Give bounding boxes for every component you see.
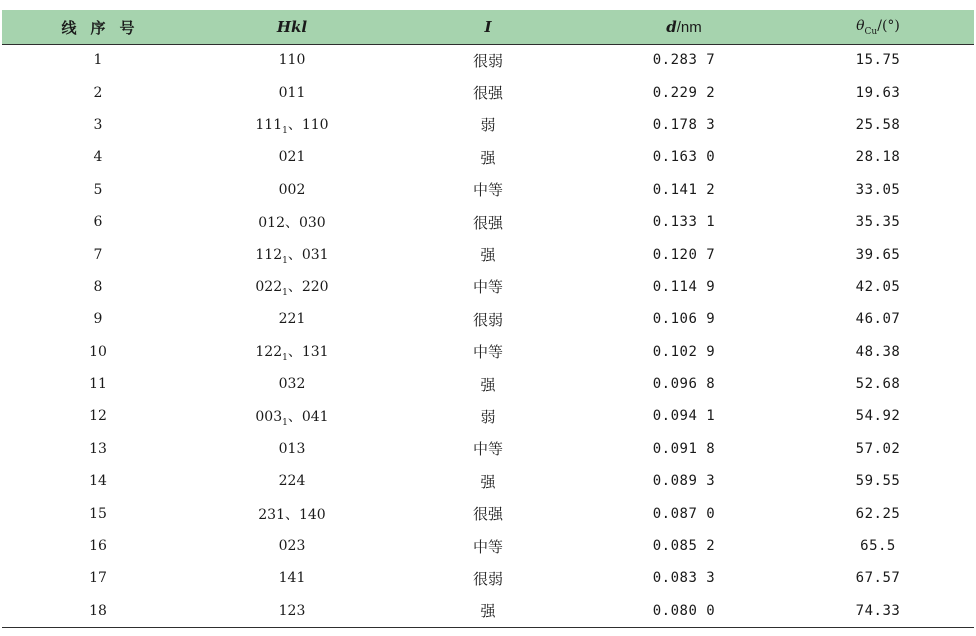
cell-theta: 42.05: [855, 278, 901, 295]
cell-hkl: [194, 76, 390, 108]
hkl-text: 、131: [287, 343, 329, 360]
cell-hkl: [194, 303, 390, 335]
cell-theta: 46.07: [855, 311, 901, 328]
cell-theta: 48.38: [855, 343, 901, 360]
bottom-rule: [2, 627, 974, 628]
cell-hkl: [194, 336, 390, 368]
table-row: [2, 206, 974, 238]
cell-d-spacing: 0.141 2: [652, 181, 716, 198]
table-row: [2, 303, 974, 335]
diffraction-table: [2, 10, 974, 627]
cell-theta: 25.58: [855, 116, 901, 133]
cell-theta: 33.05: [855, 181, 901, 198]
cell-d-spacing: 0.120 7: [652, 246, 716, 263]
hkl-text: 、031: [287, 246, 329, 263]
cell-theta: 57.02: [855, 440, 901, 457]
cell-d-spacing: 0.163 0: [652, 149, 716, 166]
cell-theta: 54.92: [855, 408, 901, 425]
header-line-number: 线序号: [61, 18, 149, 37]
hkl-text: 021: [278, 149, 306, 166]
cell-intensity: 强: [480, 472, 496, 491]
cell-line-number: 3: [93, 116, 103, 133]
cell-intensity: 强: [480, 602, 496, 621]
cell-d-spacing: 0.080 0: [652, 602, 716, 619]
table-row: [2, 44, 974, 76]
cell-d-spacing: 0.178 3: [652, 116, 716, 133]
cell-hkl: [194, 238, 390, 270]
cell-line-number: 5: [93, 181, 103, 198]
cell-hkl: [194, 400, 390, 432]
cell-line-number: 9: [93, 311, 103, 328]
header-theta-symbol: θ: [856, 17, 865, 34]
cell-d-spacing: 0.087 0: [652, 505, 716, 522]
cell-d-spacing: 0.102 9: [652, 343, 716, 360]
table-row: [2, 368, 974, 400]
hkl-text: 141: [278, 570, 306, 587]
cell-intensity: 中等: [472, 343, 503, 362]
hkl-subscript: 1: [282, 287, 288, 298]
table-row: [2, 109, 974, 141]
cell-line-number: 16: [89, 538, 107, 555]
table-body: [2, 44, 974, 627]
cell-theta: 28.18: [855, 149, 901, 166]
cell-line-number: 17: [89, 570, 107, 587]
table-row: [2, 174, 974, 206]
cell-intensity: 强: [480, 375, 496, 394]
table-header: [2, 10, 974, 44]
cell-intensity: 强: [480, 246, 496, 265]
cell-line-number: 2: [93, 84, 103, 101]
table-row: [2, 497, 974, 529]
hkl-subscript: 1: [282, 417, 288, 428]
header-hkl: Hkl: [276, 18, 308, 36]
cell-line-number: 18: [89, 602, 107, 619]
hkl-text: 112: [255, 246, 283, 263]
cell-intensity: 强: [480, 148, 496, 167]
cell-d-spacing: 0.096 8: [652, 376, 716, 393]
cell-line-number: 12: [89, 408, 107, 425]
cell-intensity: 中等: [472, 537, 503, 556]
cell-intensity: 中等: [472, 440, 503, 459]
cell-hkl: [194, 595, 390, 627]
header-theta: [782, 10, 974, 44]
hkl-text: 012、030: [258, 215, 326, 232]
hkl-text: 、110: [287, 117, 329, 134]
cell-hkl: [194, 174, 390, 206]
cell-line-number: 11: [89, 376, 107, 393]
hkl-text: 032: [278, 376, 306, 393]
cell-hkl: [194, 497, 390, 529]
cell-intensity: 很强: [472, 213, 503, 232]
cell-theta: 35.35: [855, 214, 901, 231]
cell-d-spacing: 0.094 1: [652, 408, 716, 425]
header-intensity: I: [484, 18, 492, 36]
hkl-text: 022: [255, 279, 283, 296]
table-row: [2, 271, 974, 303]
cell-theta: 19.63: [855, 84, 901, 101]
cell-d-spacing: 0.106 9: [652, 311, 716, 328]
cell-line-number: 6: [93, 214, 103, 231]
hkl-text: 123: [278, 602, 306, 619]
cell-theta: 65.5: [860, 538, 896, 555]
table-row: [2, 465, 974, 497]
cell-d-spacing: 0.114 9: [652, 278, 716, 295]
cell-d-spacing: 0.091 8: [652, 440, 716, 457]
hkl-text: 224: [278, 473, 306, 490]
cell-hkl: [194, 141, 390, 173]
cell-hkl: [194, 562, 390, 594]
cell-d-spacing: 0.089 3: [652, 473, 716, 490]
cell-theta: 52.68: [855, 376, 901, 393]
cell-hkl: [194, 206, 390, 238]
cell-theta: 39.65: [855, 246, 901, 263]
table-row: [2, 400, 974, 432]
hkl-text: 111: [255, 117, 283, 134]
cell-intensity: 中等: [472, 278, 503, 297]
hkl-text: 003: [255, 408, 283, 425]
header-d-spacing: [586, 10, 782, 44]
hkl-text: 013: [278, 440, 306, 457]
cell-d-spacing: 0.283 7: [652, 52, 716, 69]
table-row: [2, 530, 974, 562]
cell-hkl: [194, 271, 390, 303]
cell-theta: 15.75: [855, 52, 901, 69]
header-theta-unit: /(°): [877, 17, 900, 34]
table-row: [2, 433, 974, 465]
cell-hkl: [194, 433, 390, 465]
cell-intensity: 中等: [472, 181, 503, 200]
cell-theta: 59.55: [855, 473, 901, 490]
header-row: [2, 10, 974, 44]
table-row: [2, 238, 974, 270]
hkl-text: 231、140: [258, 506, 326, 523]
cell-d-spacing: 0.083 3: [652, 570, 716, 587]
cell-intensity: 很弱: [472, 310, 503, 329]
cell-line-number: 10: [89, 343, 107, 360]
cell-hkl: [194, 109, 390, 141]
cell-intensity: 很弱: [472, 569, 503, 588]
table-row: [2, 336, 974, 368]
cell-intensity: 很强: [472, 505, 503, 524]
cell-hkl: [194, 368, 390, 400]
cell-intensity: 很弱: [472, 51, 503, 70]
hkl-text: 023: [278, 538, 306, 555]
hkl-text: 221: [278, 311, 306, 328]
cell-intensity: 很强: [472, 84, 503, 103]
cell-theta: 67.57: [855, 570, 901, 587]
cell-line-number: 8: [93, 278, 103, 295]
cell-hkl: [194, 530, 390, 562]
header-d-symbol: d: [666, 18, 677, 36]
cell-hkl: [194, 44, 390, 76]
hkl-text: 011: [278, 84, 306, 101]
cell-theta: 62.25: [855, 505, 901, 522]
header-theta-subscript: Cu: [864, 26, 878, 37]
cell-line-number: 14: [89, 473, 107, 490]
hkl-text: 、220: [287, 279, 329, 296]
table-row: [2, 76, 974, 108]
cell-line-number: 1: [93, 52, 103, 69]
table-row: [2, 562, 974, 594]
table-row: [2, 141, 974, 173]
hkl-text: 122: [255, 343, 283, 360]
cell-line-number: 15: [89, 505, 107, 522]
table-row: [2, 595, 974, 627]
hkl-text: 002: [278, 181, 306, 198]
cell-theta: 74.33: [855, 602, 901, 619]
cell-line-number: 7: [93, 246, 103, 263]
cell-line-number: 4: [93, 149, 103, 166]
hkl-subscript: 1: [282, 125, 288, 136]
hkl-subscript: 1: [282, 255, 288, 266]
hkl-subscript: 1: [282, 352, 288, 363]
cell-d-spacing: 0.085 2: [652, 538, 716, 555]
cell-intensity: 弱: [480, 116, 496, 135]
header-d-unit: /nm: [676, 19, 702, 36]
hkl-text: 110: [278, 52, 306, 69]
cell-intensity: 弱: [480, 407, 496, 426]
cell-line-number: 13: [89, 440, 107, 457]
cell-hkl: [194, 465, 390, 497]
cell-d-spacing: 0.229 2: [652, 84, 716, 101]
hkl-text: 、041: [287, 408, 329, 425]
cell-d-spacing: 0.133 1: [652, 214, 716, 231]
